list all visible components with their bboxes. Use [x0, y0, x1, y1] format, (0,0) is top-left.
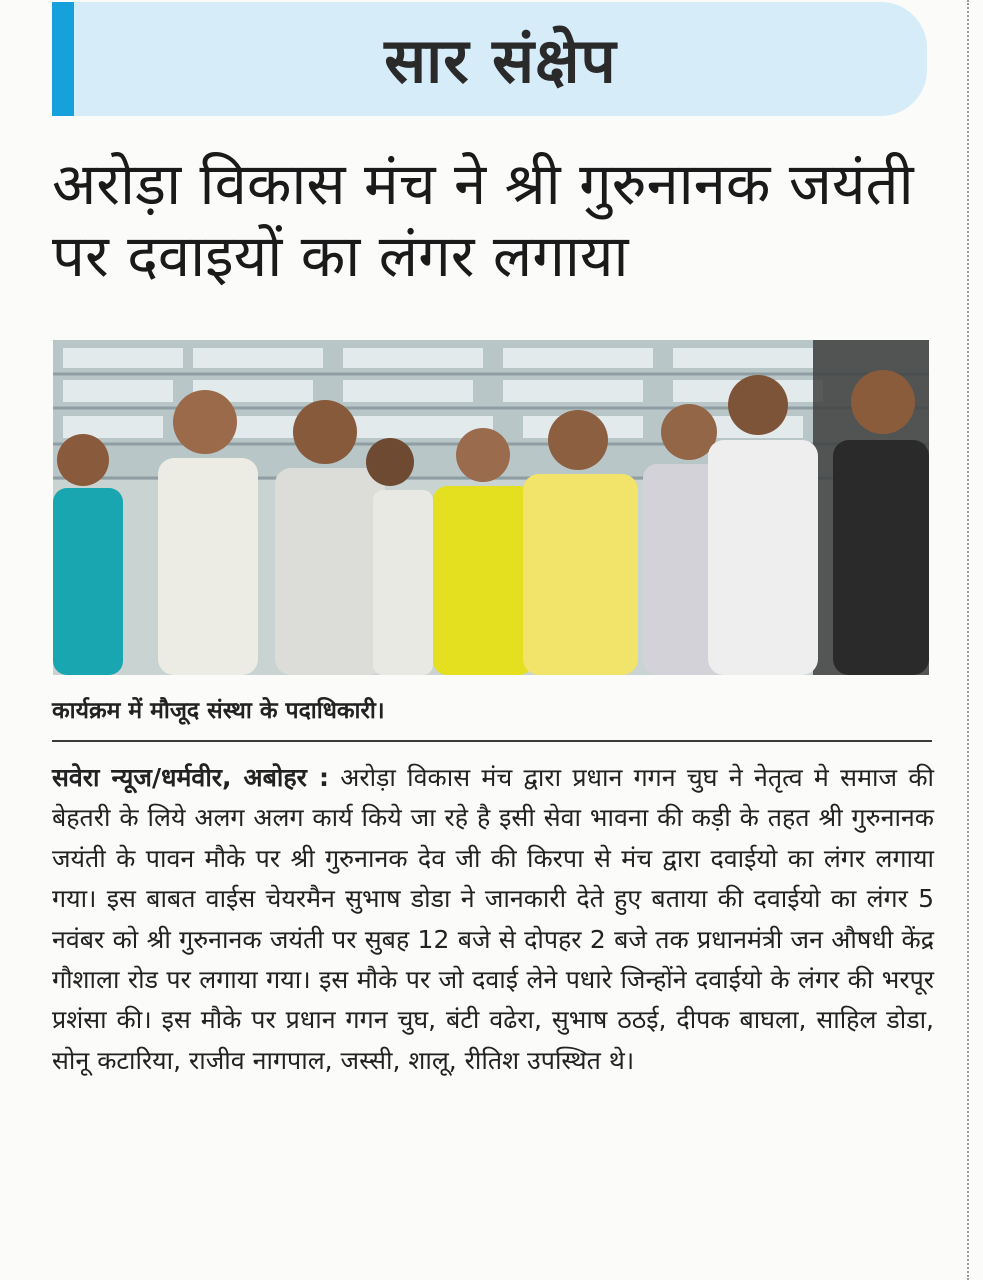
- article-body: [52, 758, 934, 1081]
- article-headline: अरोड़ा विकास मंच ने श्री गुरुनानक जयंती पर दवाइयों का लंगर लगाया: [52, 150, 914, 290]
- caption-divider: [52, 740, 932, 742]
- section-title: सार संक्षेप: [384, 24, 617, 97]
- section-banner: [52, 2, 927, 116]
- page-edge-dotted-border: [967, 0, 969, 1280]
- article-body-text: अरोड़ा विकास मंच द्वारा प्रधान गगन चुघ ने नेतृत्व मे समाज की बेहतरी के लिये अलग अलग कार्य किये जा रहे है इसी सेवा भावना की कड़ी के तहत श्री गुरुनानक जयंती के पावन मौके पर श्री गुरुनानक देव जी की किरपा से मंच द्वारा दवाईयो का लंगर लगाया गया। इस बाबत वाईस चेयरमैन सुभाष डोडा ने जानकारी देते हुए बताया की दवाईयो का लंगर 5 नवंबर को श्री गुरुनानक जयंती पर सुबह 12 बजे से दोपहर 2 बजे तक प्रधानमंत्री जन औषधी केंद्र गौशाला रोड पर लगाया गया। इस मौके पर जो दवाई लेने पधारे जिन्होंने दवाईयो के लंगर की भरपूर प्रशंसा की। इस मौके पर प्रधान गगन चुघ, बंटी वढेरा, सुभाष ठठई, दीपक बाघला, साहिल डोडा, सोनू कटारिया, राजीव नागपाल, जस्सी, शालू, रीतिश उपस्थित थे।: [52, 763, 935, 1075]
- article-photo: [53, 340, 929, 675]
- photo-caption: कार्यक्रम में मौजूद संस्था के पदाधिकारी।: [52, 698, 385, 724]
- banner-accent-bar: [52, 2, 74, 116]
- article-byline: सवेरा न्यूज/धर्मवीर, अबोहर :: [52, 763, 329, 792]
